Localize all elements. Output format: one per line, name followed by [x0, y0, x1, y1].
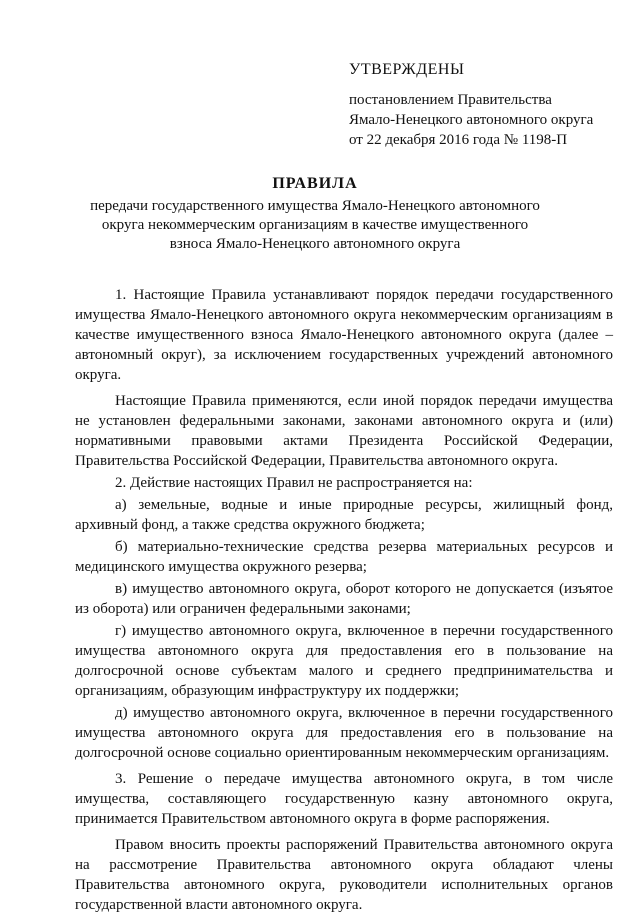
paragraph-5: б) материально-технические средства резерва материальных ресурсов и медицинского имущества окружного резерва;: [75, 539, 613, 575]
approval-line-2: Ямало-Ненецкого автономного округа: [349, 112, 594, 128]
paragraph-6: в) имущество автономного округа, оборот которого не допускается (изъятое из оборота) или ограничен федеральными законами;: [75, 581, 613, 617]
paragraph-4: а) земельные, водные и иные природные ресурсы, жилищный фонд, архивный фонд, а также средства окружного бюджета;: [75, 497, 613, 533]
paragraph-1: 1. Настоящие Правила устанавливают порядок передачи государственного имущества Ямало-Ненецкого автономного округа некоммерческим организациям в качестве имущественного взноса Ямало-Ненецкого автономного округа (далее – автономный округ), за исключением государственных учреждений автономного округа.: [75, 287, 613, 383]
approval-block: [349, 60, 629, 150]
approval-line-1: постановлением Правительства: [349, 92, 552, 108]
approval-line-3: от 22 декабря 2016 года № 1198-П: [349, 132, 568, 148]
paragraph-2: Настоящие Правила применяются, если иной порядок передачи имущества не установлен федеральными законами, законами автономного округа и (или) нормативными правовыми актами Президента Российской Федерации, Правительства Российской Федерации, Правительства автономного округа.: [75, 393, 613, 469]
document-body: [75, 285, 613, 917]
document-subtitle: передачи государственного имущества Ямало-Ненецкого автономного округа некоммерческим организациям в качестве имущественного взноса Ямало-Ненецкого автономного округа: [90, 198, 540, 252]
paragraph-8: д) имущество автономного округа, включенное в перечни государственного имущества автономного округа для предоставления его в пользование на долгосрочной основе социально ориентированным некоммерческим организациям.: [75, 705, 613, 761]
paragraph-3: 2. Действие настоящих Правил не распространяется на:: [115, 475, 473, 491]
approval-heading: УТВЕРЖДЕНЫ: [349, 61, 465, 78]
document-title: ПРАВИЛА: [272, 175, 358, 192]
paragraph-9: 3. Решение о передаче имущества автономного округа, в том числе имущества, составляющего государственную казну автономного округа, принимается Правительством автономного округа в форме распоряжения.: [75, 771, 613, 827]
title-block: [80, 175, 550, 254]
paragraph-7: г) имущество автономного округа, включенное в перечни государственного имущества автономного округа для предоставления его в пользование на долгосрочной основе субъектам малого и среднего предпринимательства и организациям, образующим инфраструктуру их поддержки;: [75, 623, 613, 699]
paragraph-10: Правом вносить проекты распоряжений Правительства автономного округа на рассмотрение Правительства автономного округа обладают члены Правительства автономного округа, руководители исполнительных органов государственной власти автономного округа.: [75, 837, 613, 913]
